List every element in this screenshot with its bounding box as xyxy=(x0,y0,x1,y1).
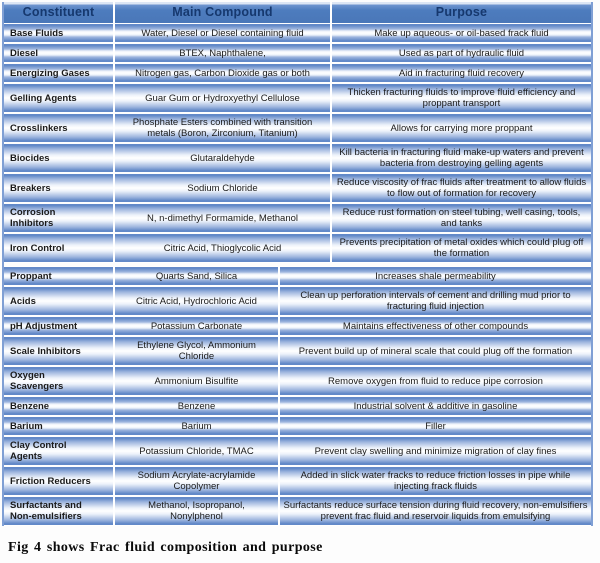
column-header-purpose: Purpose xyxy=(435,5,488,19)
compound-cell: Water, Diesel or Diesel containing fluid xyxy=(115,23,332,43)
table-header-row xyxy=(4,2,591,23)
purpose-cell: Clean up perforation intervals of cement and drilling mud prior to fracturing fluid injection xyxy=(300,290,571,312)
constituent-cell: Base Fluids xyxy=(4,23,115,43)
constituent-cell: Scale Inhibitors xyxy=(4,336,115,366)
table-row xyxy=(4,436,591,466)
table-row xyxy=(4,113,591,143)
table-row xyxy=(4,143,591,173)
figure-caption: Fig 4 shows Frac fluid composition and purpose xyxy=(8,540,323,555)
compound-cell: Quarts Sand, Silica xyxy=(115,266,280,286)
purpose-cell: Remove oxygen from fluid to reduce pipe corrosion xyxy=(328,375,543,387)
compound-cell: Sodium Acrylate-acrylamide Copolymer xyxy=(115,466,280,496)
constituent-cell: Proppant xyxy=(4,266,115,286)
purpose-cell: Added in slick water fracks to reduce friction losses in pipe while injecting frack fluids xyxy=(300,470,571,492)
table-row xyxy=(4,496,591,526)
compound-cell: Citric Acid, Hydrochloric Acid xyxy=(115,286,280,316)
constituent-cell: Iron Control xyxy=(4,233,115,263)
purpose-cell: Prevent clay swelling and minimize migration of clay fines xyxy=(314,445,557,457)
purpose-cell: Prevents precipitation of metal oxides which could plug off the formation xyxy=(339,237,584,259)
compound-cell: Phosphate Esters combined with transition metals (Boron, Zirconium, Titanium) xyxy=(115,113,332,143)
constituent-cell: Biocides xyxy=(4,143,115,173)
compound-cell: BTEX, Naphthalene, xyxy=(115,43,332,63)
table-row xyxy=(4,63,591,83)
constituent-cell: Acids xyxy=(4,286,115,316)
compound-cell: Ammonium Bisulfite xyxy=(115,366,280,396)
constituent-cell: Oxygen Scavengers xyxy=(4,366,115,396)
compound-cell: Barium xyxy=(115,416,280,436)
table-row xyxy=(4,233,591,263)
table-section-lower xyxy=(4,266,591,526)
frac-fluid-table xyxy=(2,2,593,526)
constituent-cell: Clay Control Agents xyxy=(4,436,115,466)
purpose-cell: Filler xyxy=(425,420,446,432)
constituent-cell: Breakers xyxy=(4,173,115,203)
purpose-cell: Make up aqueous- or oil-based frack fluid xyxy=(374,27,549,39)
table-row xyxy=(4,336,591,366)
table-section-upper xyxy=(4,23,591,263)
table-row xyxy=(4,466,591,496)
column-header-main-compound: Main Compound xyxy=(115,2,332,23)
table-row xyxy=(4,203,591,233)
table-row xyxy=(4,316,591,336)
compound-cell: Sodium Chloride xyxy=(115,173,332,203)
constituent-cell: Diesel xyxy=(4,43,115,63)
compound-cell: Citric Acid, Thioglycolic Acid xyxy=(115,233,332,263)
purpose-cell: Industrial solvent & additive in gasoline xyxy=(353,400,518,412)
constituent-cell: Friction Reducers xyxy=(4,466,115,496)
purpose-cell: Reduce rust formation on steel tubing, well casing, tools, and tanks xyxy=(342,207,581,229)
purpose-cell: Prevent build up of mineral scale that could plug off the formation xyxy=(298,345,573,357)
constituent-cell: Energizing Gases xyxy=(4,63,115,83)
compound-cell: Glutaraldehyde xyxy=(115,143,332,173)
purpose-cell: Surfactants reduce surface tension during fluid recovery, non-emulsifiers prevent frac fluid and reservoir liquids from emulsifying xyxy=(283,500,588,522)
purpose-cell: Reduce viscosity of frac fluids after treatment to allow fluids to flow out of formation for recovery xyxy=(336,177,587,199)
compound-cell: Potassium Chloride, TMAC xyxy=(115,436,280,466)
constituent-cell: Corrosion Inhibitors xyxy=(4,203,115,233)
purpose-cell: Thicken fracturing fluids to improve fluid efficiency and proppant transport xyxy=(347,87,576,109)
constituent-cell: Crosslinkers xyxy=(4,113,115,143)
constituent-cell: Benzene xyxy=(4,396,115,416)
compound-cell: Guar Gum or Hydroxyethyl Cellulose xyxy=(115,83,332,113)
table-row xyxy=(4,366,591,396)
table-row xyxy=(4,23,591,43)
purpose-cell: Increases shale permeability xyxy=(375,270,496,282)
compound-cell: Methanol, Isopropanol, Nonylphenol xyxy=(115,496,280,526)
constituent-cell: Surfactants and Non-emulsifiers xyxy=(4,496,115,526)
table-row xyxy=(4,266,591,286)
constituent-cell: pH Adjustment xyxy=(4,316,115,336)
compound-cell: Potassium Carbonate xyxy=(115,316,280,336)
column-header-constituent: Constituent xyxy=(4,2,115,23)
compound-cell: Ethylene Glycol, Ammonium Chloride xyxy=(115,336,280,366)
constituent-cell: Gelling Agents xyxy=(4,83,115,113)
purpose-cell: Maintains effectiveness of other compounds xyxy=(342,320,529,332)
purpose-cell: Used as part of hydraulic fluid xyxy=(398,47,525,59)
purpose-cell: Aid in fracturing fluid recovery xyxy=(398,67,525,79)
compound-cell: Benzene xyxy=(115,396,280,416)
purpose-cell: Kill bacteria in fracturing fluid make-up waters and prevent bacteria from destroying gelling agents xyxy=(339,147,584,169)
constituent-cell: Barium xyxy=(4,416,115,436)
table-row xyxy=(4,416,591,436)
compound-cell: Nitrogen gas, Carbon Dioxide gas or both xyxy=(115,63,332,83)
table-row xyxy=(4,83,591,113)
table-row xyxy=(4,396,591,416)
purpose-cell: Allows for carrying more proppant xyxy=(390,122,533,134)
table-row xyxy=(4,43,591,63)
table-row xyxy=(4,286,591,316)
table-row xyxy=(4,173,591,203)
compound-cell: N, n-dimethyl Formamide, Methanol xyxy=(115,203,332,233)
